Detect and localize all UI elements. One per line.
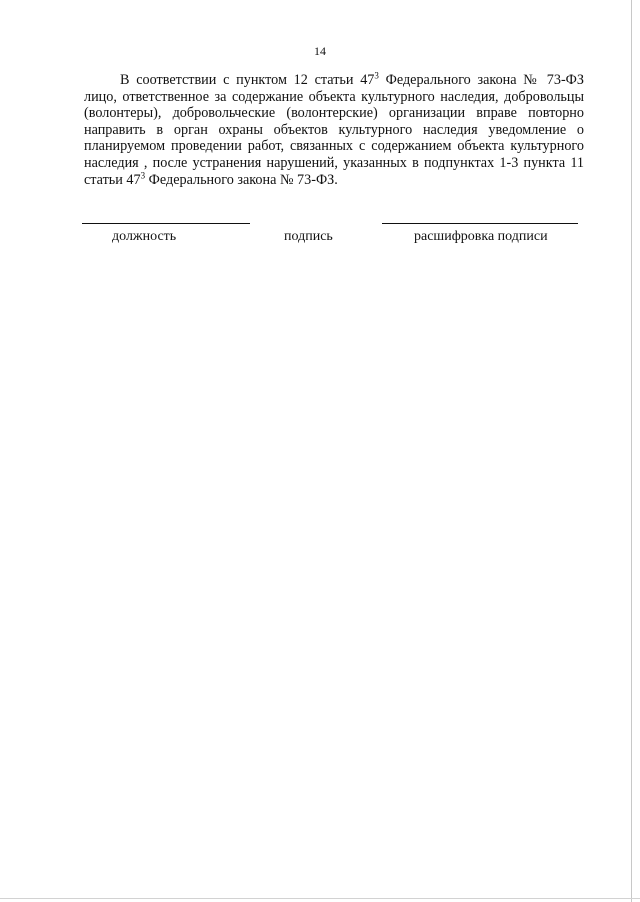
superscript: 3: [140, 169, 146, 180]
line-7-text: статьи 47: [84, 171, 141, 188]
superscript: 3: [374, 70, 379, 81]
signature-label: подпись: [284, 229, 333, 244]
position-label: должность: [112, 229, 177, 244]
line-7-text-end: Федерального закона № 73-ФЗ.: [145, 171, 338, 188]
paragraph-line-1: [84, 72, 584, 89]
signature-decode-label: расшифровка подписи: [414, 229, 548, 244]
paragraph-line-2: лицо, ответственное за содержание объекта культурного наследия, добровольцы: [84, 88, 584, 105]
line-1-text-end: Федерального закона № 73-ФЗ: [378, 72, 584, 88]
paragraph-line-7: [84, 169, 584, 189]
line-1-text: В соответствии с пунктом 12 статьи 47: [120, 72, 375, 88]
body-paragraph: [84, 72, 584, 188]
position-signature-line: [82, 223, 250, 224]
page-edge-bottom: [0, 898, 640, 899]
page-edge: [631, 0, 632, 902]
paragraph-line-6: наследия , после устранения нарушений, указанных в подпунктах 1-3 пункта 11: [84, 154, 584, 171]
paragraph-line-4: направить в орган охраны объектов культурного наследия уведомление о: [84, 121, 584, 138]
paragraph-line-3: (волонтеры), добровольческие (волонтерские) организации вправе повторно: [84, 105, 584, 122]
decode-signature-line: [382, 223, 578, 224]
page-number: 14: [314, 44, 326, 58]
paragraph-line-5: планируемом проведении работ, связанных с содержанием объекта культурного: [84, 138, 584, 155]
